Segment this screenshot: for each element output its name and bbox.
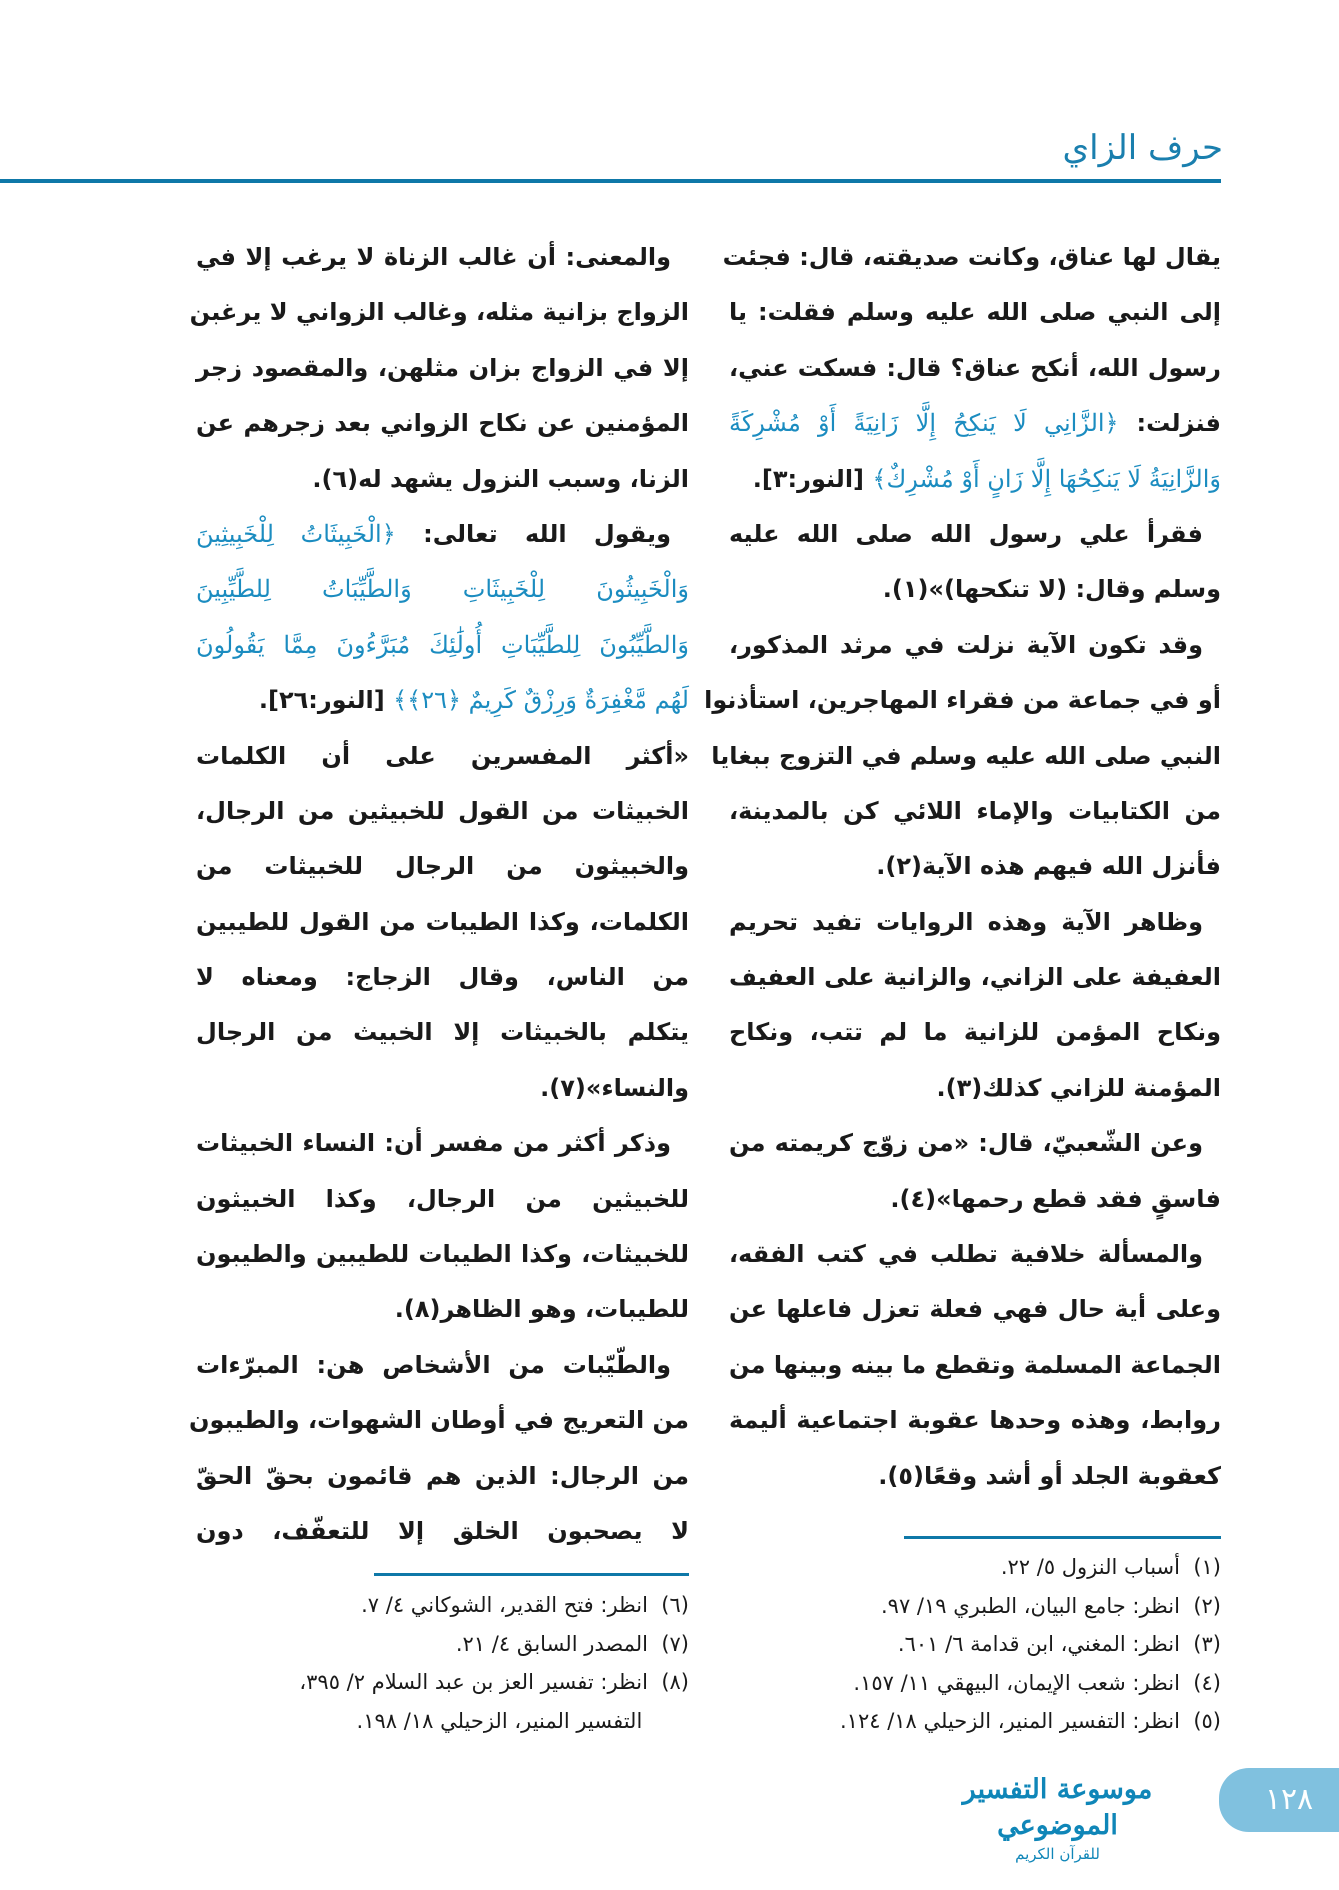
quran-verse: وَالْخَبِيثُونَ لِلْخَبِيثَاتِ وَالطَّيِّبَاتُ لِلطَّيِّبِينَ: [196, 575, 689, 604]
text-line: [729, 562, 1221, 617]
text-segment: للخبيثات، وكذا الطيبات للطيبين والطيبون: [196, 1240, 689, 1269]
text-line: [196, 784, 689, 839]
text-line: [196, 618, 689, 673]
text-segment: «أكثر المفسرين على أن الكلمات: [196, 741, 689, 770]
text-line: [729, 341, 1221, 396]
text-line: [196, 950, 689, 1005]
text-segment: والخبيثون من الرجال للخبيثات من: [196, 852, 689, 881]
text-line: [196, 839, 689, 894]
text-segment: والمسألة خلافية تطلب في كتب الفقه،: [729, 1240, 1203, 1269]
text-line: [711, 729, 1221, 784]
text-segment: الكلمات، وكذا الطيبات من القول للطيبين: [196, 907, 689, 936]
right-text-column: [704, 230, 1222, 1504]
footnote: (٢) انظر: جامع البيان، الطبري ١٩/ ٩٧.: [880, 1593, 1221, 1618]
text-segment: [النور:٢٦].: [258, 686, 394, 715]
encyclopedia-logo: [934, 1772, 1181, 1864]
text-segment: والطّيّبات من الأشخاص هن: المبرّءات: [196, 1350, 671, 1379]
text-segment: من الكتابيات والإماء اللائي كن بالمدينة،: [729, 796, 1221, 825]
text-segment: لا يصحبون الخلق إلا للتعفّف، دون: [196, 1516, 689, 1545]
logo-title: موسوعة التفسير الموضوعي: [962, 1774, 1153, 1841]
text-line: [196, 729, 689, 784]
text-segment: للخبيثين من الرجال، وكذا الخبيثون: [196, 1184, 689, 1213]
chapter-title: حرف الزاي: [1062, 128, 1223, 168]
text-segment: كعقوبة الجلد أو أشد وقعًا(٥).: [878, 1461, 1221, 1490]
text-line: [196, 452, 689, 507]
text-segment: الجماعة المسلمة وتقطع ما بينه وبينها من: [729, 1350, 1221, 1379]
text-line: [196, 1227, 689, 1282]
text-line: [196, 507, 689, 562]
footnote: (٦) انظر: فتح القدير، الشوكاني ٤/ ٧.: [361, 1593, 689, 1617]
text-line: [196, 1005, 689, 1060]
text-segment: وذكر أكثر من مفسر أن: النساء الخبيثات: [196, 1129, 671, 1158]
text-segment: فنزلت:: [1118, 409, 1222, 438]
text-line: [729, 1061, 1221, 1116]
footnote-divider-right: [904, 1536, 1221, 1539]
text-segment: المؤمنة للزاني كذلك(٣).: [936, 1073, 1221, 1102]
text-segment: [النور:٣].: [752, 464, 873, 493]
text-line: [729, 396, 1221, 451]
text-segment: فقرأ علي رسول الله صلى الله عليه: [729, 519, 1203, 548]
text-segment: للطيبات، وهو الظاهر(٨).: [394, 1295, 689, 1324]
text-line: [729, 1282, 1221, 1337]
text-line: [196, 1282, 689, 1337]
text-segment: فأنزل الله فيهم هذه الآية(٢).: [876, 852, 1221, 881]
text-segment: والمعنى: أن غالب الزناة لا يرغب إلا في: [196, 243, 671, 271]
text-segment: الزنا، وسبب النزول يشهد له(٦).: [312, 464, 689, 493]
text-line: [196, 341, 689, 396]
page-number: ١٢٨: [1264, 1782, 1314, 1817]
text-line: [729, 950, 1221, 1005]
text-line: [729, 1338, 1221, 1393]
text-line: [729, 1393, 1221, 1448]
text-line: [196, 562, 689, 617]
text-line: [196, 1449, 689, 1504]
text-line: [196, 1338, 689, 1393]
quran-verse: وَالطَّيِّبُونَ لِلطَّيِّبَاتِ أُولَٰئِكَ مُبَرَّءُونَ مِمَّا يَقُولُونَ: [196, 630, 689, 659]
text-segment: من الرجال: الذين هم قائمون بحقّ الحقّ: [196, 1461, 689, 1490]
text-segment: المؤمنين عن نكاح الزواني بعد زجرهم عن: [196, 409, 689, 438]
footnote: (٤) انظر: شعب الإيمان، البيهقي ١١/ ١٥٧.: [853, 1670, 1221, 1695]
text-line: [196, 1172, 689, 1227]
text-line: [729, 784, 1221, 839]
text-segment: فاسقٍ فقد قطع رحمها»(٤).: [890, 1184, 1221, 1213]
text-segment: وسلم وقال: (لا تنكحها)»(١).: [882, 575, 1221, 604]
text-segment: إلا في الزواج بزان مثلهن، والمقصود زجر: [196, 353, 689, 382]
quran-verse: ﴿الزَّانِي لَا يَنكِحُ إِلَّا زَانِيَةً أَوْ مُشْرِكَةً: [729, 409, 1119, 438]
text-segment: الخبيثات من القول للخبيثين من الرجال،: [196, 796, 689, 825]
text-line: [729, 452, 1221, 507]
text-line: [729, 1005, 1221, 1060]
text-line: [189, 1393, 689, 1448]
footnote: (٧) المصدر السابق ٤/ ٢١.: [455, 1631, 689, 1656]
text-segment: يتكلم بالخبيثات إلا الخبيث من الرجال: [196, 1018, 689, 1047]
footnote-divider-left: [374, 1573, 689, 1576]
footnote: (٨) انظر: تفسير العز بن عبد السلام ٢/ ٣٩٥،: [299, 1670, 689, 1695]
quran-verse: وَالزَّانِيَةُ لَا يَنكِحُهَا إِلَّا زَانٍ أَوْ مُشْرِكٌ﴾: [872, 464, 1221, 493]
text-segment: الزواج بزانية مثله، وغالب الزواني لا يرغبن: [189, 298, 689, 327]
text-line: [196, 1061, 689, 1116]
header-divider: [0, 179, 1221, 183]
quran-verse: ﴿الْخَبِيثَاتُ لِلْخَبِيثِينَ: [196, 519, 396, 548]
text-line: [729, 1116, 1221, 1171]
footnote: (٣) انظر: المغني، ابن قدامة ٦/ ٦٠١.: [897, 1632, 1221, 1657]
text-line: [704, 673, 1221, 728]
text-segment: ويقول الله تعالى:: [395, 519, 671, 548]
text-segment: العفيفة على الزاني، والزانية على العفيف: [729, 963, 1221, 992]
text-segment: أو في جماعة من فقراء المهاجرين، استأذنوا: [704, 686, 1221, 715]
text-line: [189, 285, 689, 340]
text-line: [722, 230, 1221, 285]
left-text-column: [189, 230, 689, 1559]
footnote: (٥) انظر: التفسير المنير، الزحيلي ١٨/ ١٢٤.: [839, 1709, 1221, 1734]
text-line: [729, 1227, 1221, 1282]
text-line: [729, 285, 1221, 340]
text-segment: وظاهر الآية وهذه الروايات تفيد تحريم: [729, 907, 1203, 936]
text-line: [729, 507, 1221, 562]
footnote: (١) أسباب النزول ٥/ ٢٢.: [1000, 1555, 1221, 1579]
text-line: [729, 1449, 1221, 1504]
text-segment: وعن الشّعبيّ، قال: «من زوّج كريمته من: [729, 1129, 1203, 1158]
text-line: [729, 839, 1221, 894]
page-number-badge: [1219, 1768, 1339, 1832]
text-segment: وعلى أية حال فهي فعلة تعزل فاعلها عن: [729, 1295, 1221, 1324]
text-segment: رسول الله، أنكح عناق؟ قال: فسكت عني،: [729, 353, 1221, 382]
logo-subtitle: للقرآن الكريم: [1015, 1845, 1100, 1863]
text-segment: يقال لها عناق، وكانت صديقته، قال: فجئت: [722, 243, 1221, 271]
text-line: [196, 1504, 689, 1559]
text-line: [196, 230, 689, 285]
text-segment: النبي صلى الله عليه وسلم في التزوج ببغايا: [711, 741, 1221, 770]
footnotes-left: [299, 1586, 689, 1740]
text-segment: وقد تكون الآية نزلت في مرثد المذكور،: [729, 630, 1203, 659]
text-segment: من التعريج في أوطان الشهوات، والطيبون: [189, 1406, 689, 1435]
footnote: التفسير المنير، الزحيلي ١٨/ ١٩٨.: [356, 1708, 689, 1733]
text-line: [196, 895, 689, 950]
text-line: [196, 396, 689, 451]
text-line: [729, 895, 1221, 950]
text-line: [196, 1116, 689, 1171]
text-segment: من الناس، وقال الزجاج: ومعناه لا: [196, 963, 689, 992]
text-segment: والنساء»(٧).: [540, 1073, 689, 1102]
quran-verse: لَهُم مَّغْفِرَةٌ وَرِزْقٌ كَرِيمٌ ﴿٢٦﴾﴾: [393, 686, 689, 715]
text-line: [196, 673, 689, 728]
text-line: [729, 618, 1221, 673]
text-segment: روابط، وهذه وحدها عقوبة اجتماعية أليمة: [729, 1406, 1221, 1435]
text-segment: ونكاح المؤمن للزانية ما لم تتب، ونكاح: [729, 1018, 1221, 1047]
text-line: [729, 1172, 1221, 1227]
footnotes-right: [840, 1548, 1221, 1741]
text-segment: إلى النبي صلى الله عليه وسلم فقلت: يا: [729, 298, 1221, 327]
